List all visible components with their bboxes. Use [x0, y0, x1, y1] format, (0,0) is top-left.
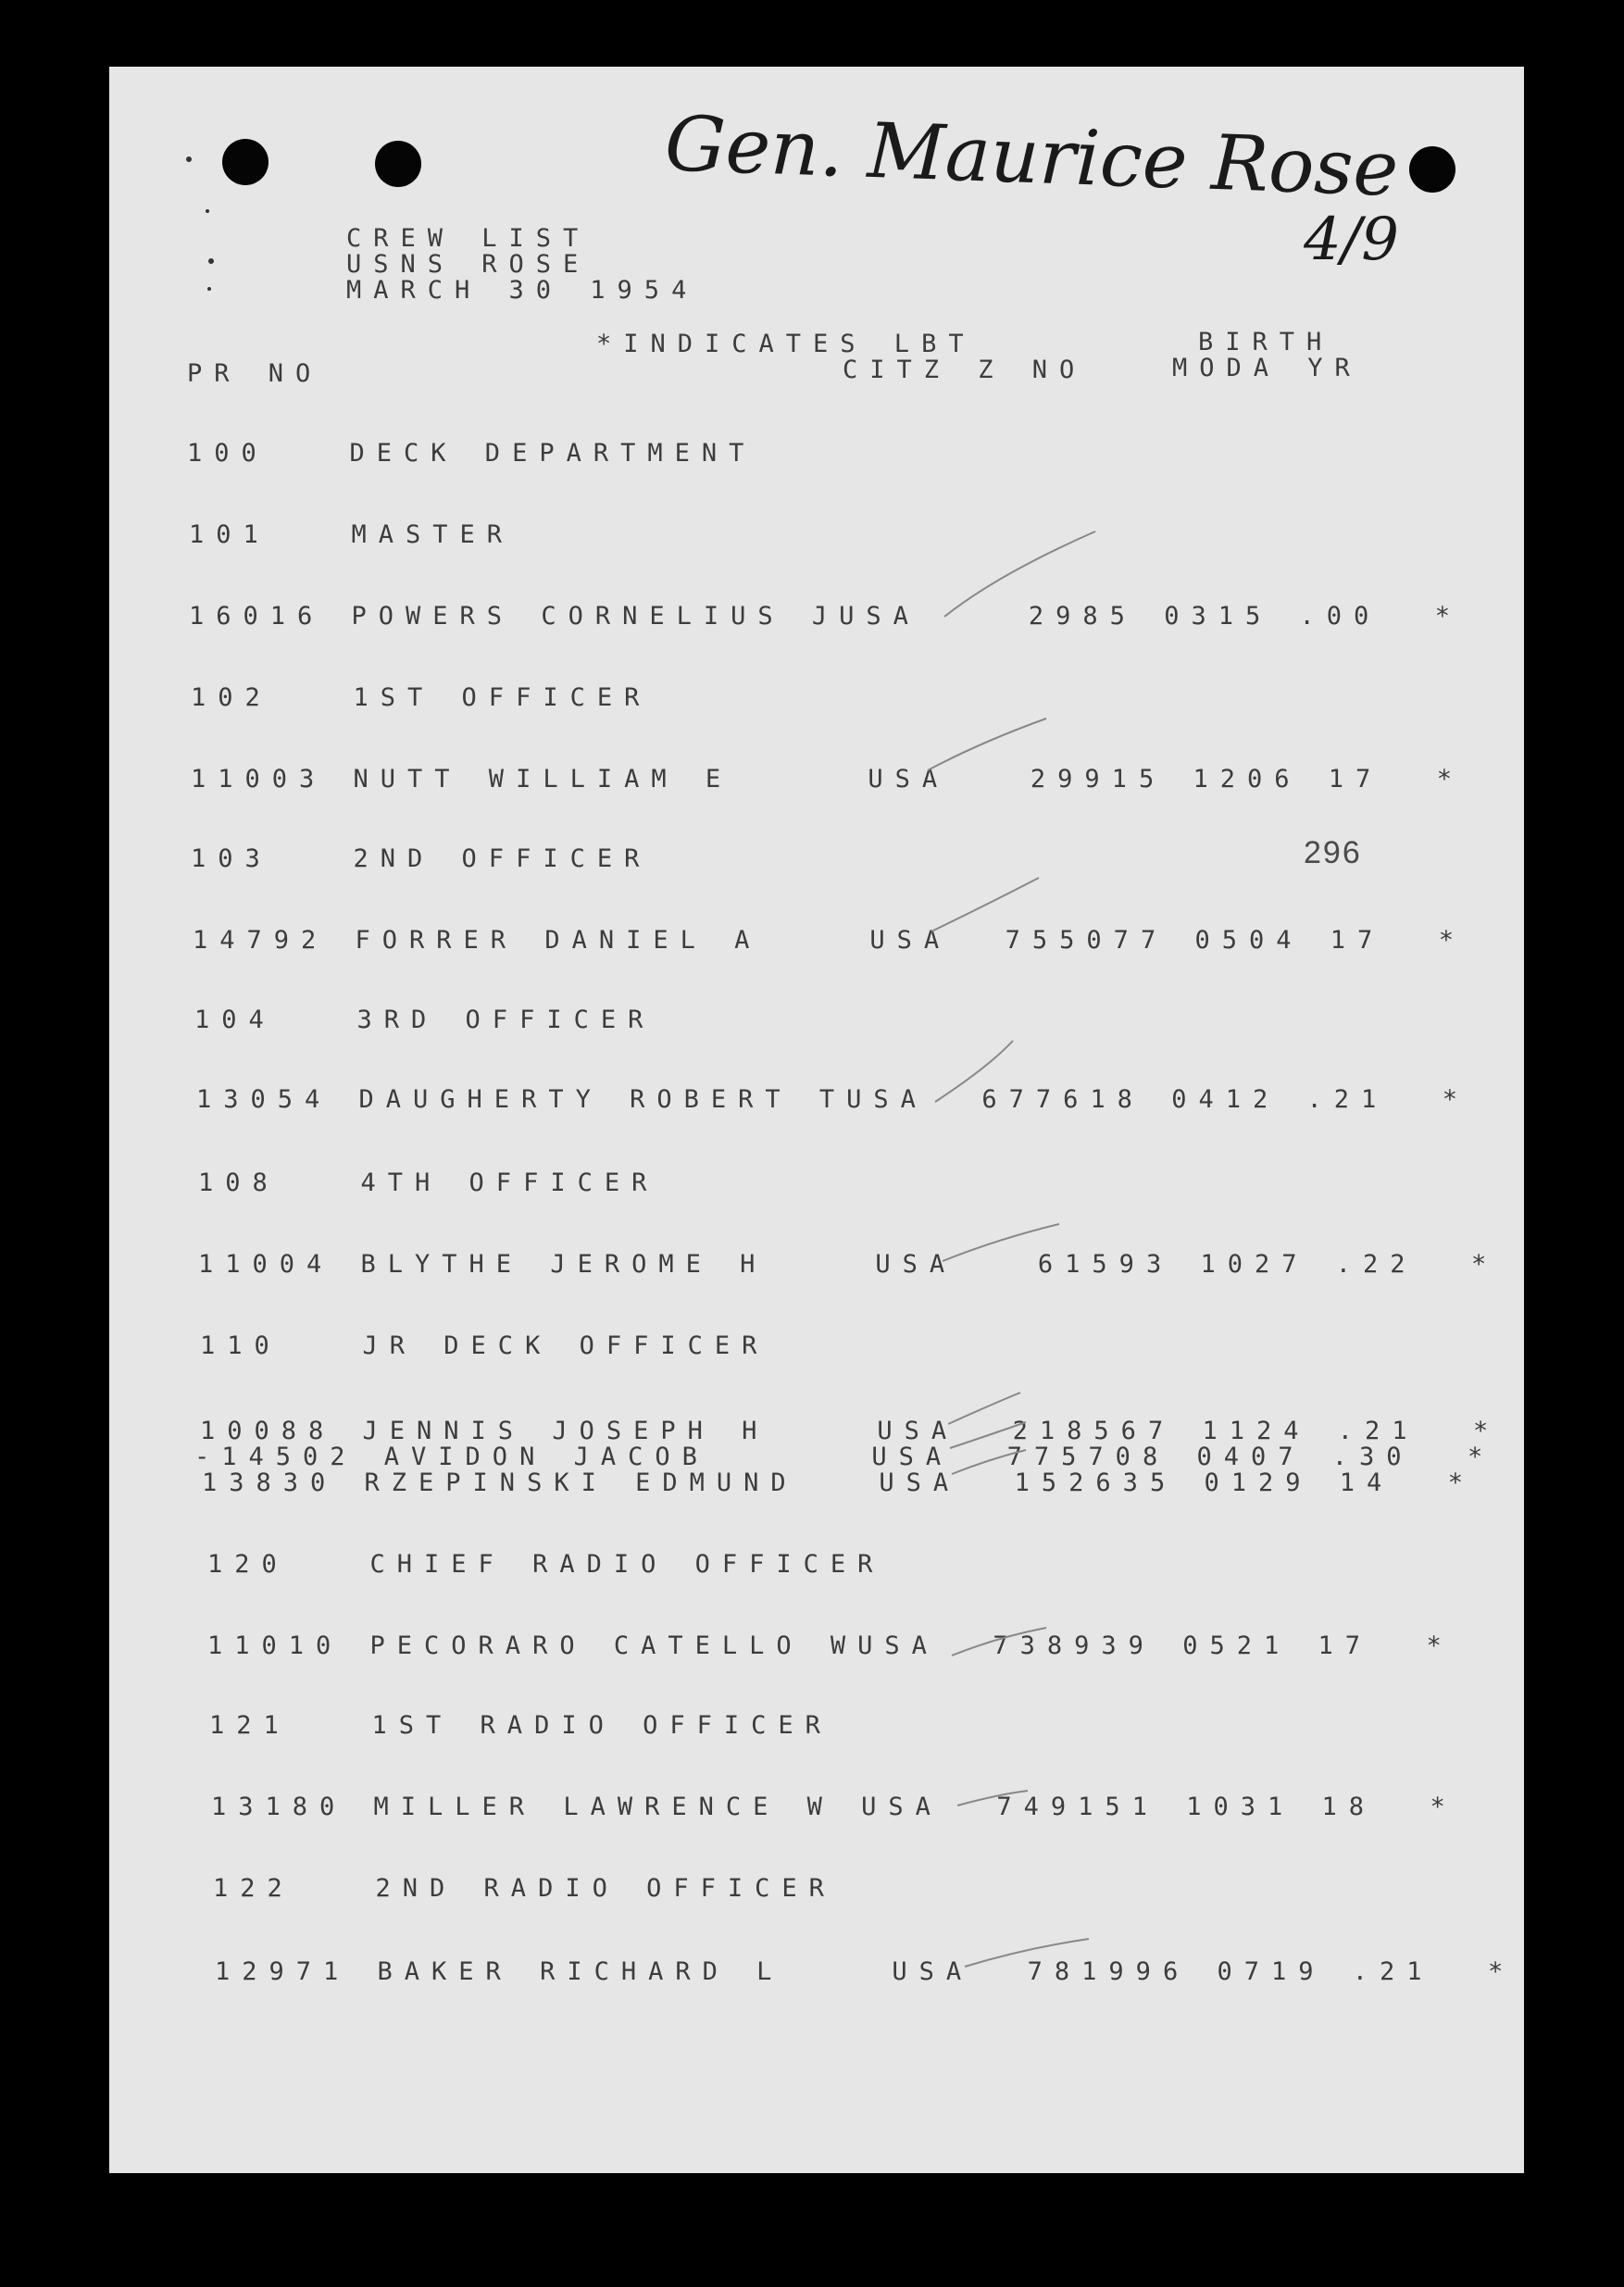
punch-hole-icon	[222, 139, 269, 185]
list-line: -14502 AVIDON JACOB USA 775708 0407 .30 *	[194, 1443, 1495, 1471]
list-line: 108 4TH OFFICER	[198, 1168, 659, 1197]
pr-no-header: PR NO	[187, 359, 323, 388]
list-line: 110 JR DECK OFFICER	[200, 1331, 769, 1360]
handwritten-annotation: Gen. Maurice Rose	[663, 100, 1400, 214]
list-line: 104 3RD OFFICER	[194, 1006, 656, 1034]
list-line: 120 CHIEF RADIO OFFICER	[207, 1550, 885, 1579]
stamp-number: 296	[1304, 835, 1362, 870]
list-line: 101 MASTER	[189, 520, 515, 549]
handwritten-reference: 4/9	[1304, 206, 1399, 274]
list-line: 121 1ST RADIO OFFICER	[209, 1711, 832, 1740]
list-line: 11004 BLYTHE JEROME H USA 61593 1027 .22 *	[198, 1250, 1499, 1279]
moda-yr-header: MODA YR	[1172, 354, 1362, 382]
list-line: 102 1ST OFFICER	[191, 683, 652, 712]
list-line: 103 2ND OFFICER	[191, 844, 652, 873]
list-line: 11003 NUTT WILLIAM E USA 29915 1206 17 *	[191, 765, 1465, 794]
citz-z-no-header: CITZ Z NO	[843, 356, 1087, 384]
list-line: 12971 BAKER RICHARD L USA 781996 0719 .21 *	[215, 1957, 1516, 1986]
list-line: 122 2ND RADIO OFFICER	[213, 1874, 836, 1903]
indicates-lbt-note: *INDICATES LBT	[596, 330, 976, 358]
list-line: 14792 FORRER DANIEL A USA 755077 0504 17 *	[193, 926, 1467, 955]
header-line-1: CREW LIST	[346, 224, 591, 253]
list-line: 11010 PECORARO CATELLO WUSA 738939 0521 17 *	[207, 1631, 1454, 1660]
list-line: 16016 POWERS CORNELIUS JUSA 2985 0315 .00 *	[189, 602, 1463, 631]
birth-header: BIRTH	[1198, 328, 1334, 356]
punch-hole-icon	[1409, 146, 1455, 193]
header-line-2: USNS ROSE	[346, 250, 591, 279]
punch-hole-icon	[375, 141, 421, 187]
header-line-3: MARCH 30 1954	[346, 276, 699, 305]
list-line: 100 DECK DEPARTMENT	[187, 439, 756, 468]
list-line: 10088 JENNIS JOSEPH H USA 218567 1124 .21 *	[200, 1417, 1501, 1445]
document-page	[109, 67, 1524, 2173]
list-line: 13180 MILLER LAWRENCE W USA 749151 1031 18 *	[211, 1793, 1457, 1821]
list-line: 13830 RZEPINSKI EDMUND USA 152635 0129 14 *	[202, 1468, 1476, 1497]
list-line: 13054 DAUGHERTY ROBERT TUSA 677618 0412 .21 *	[196, 1085, 1470, 1114]
